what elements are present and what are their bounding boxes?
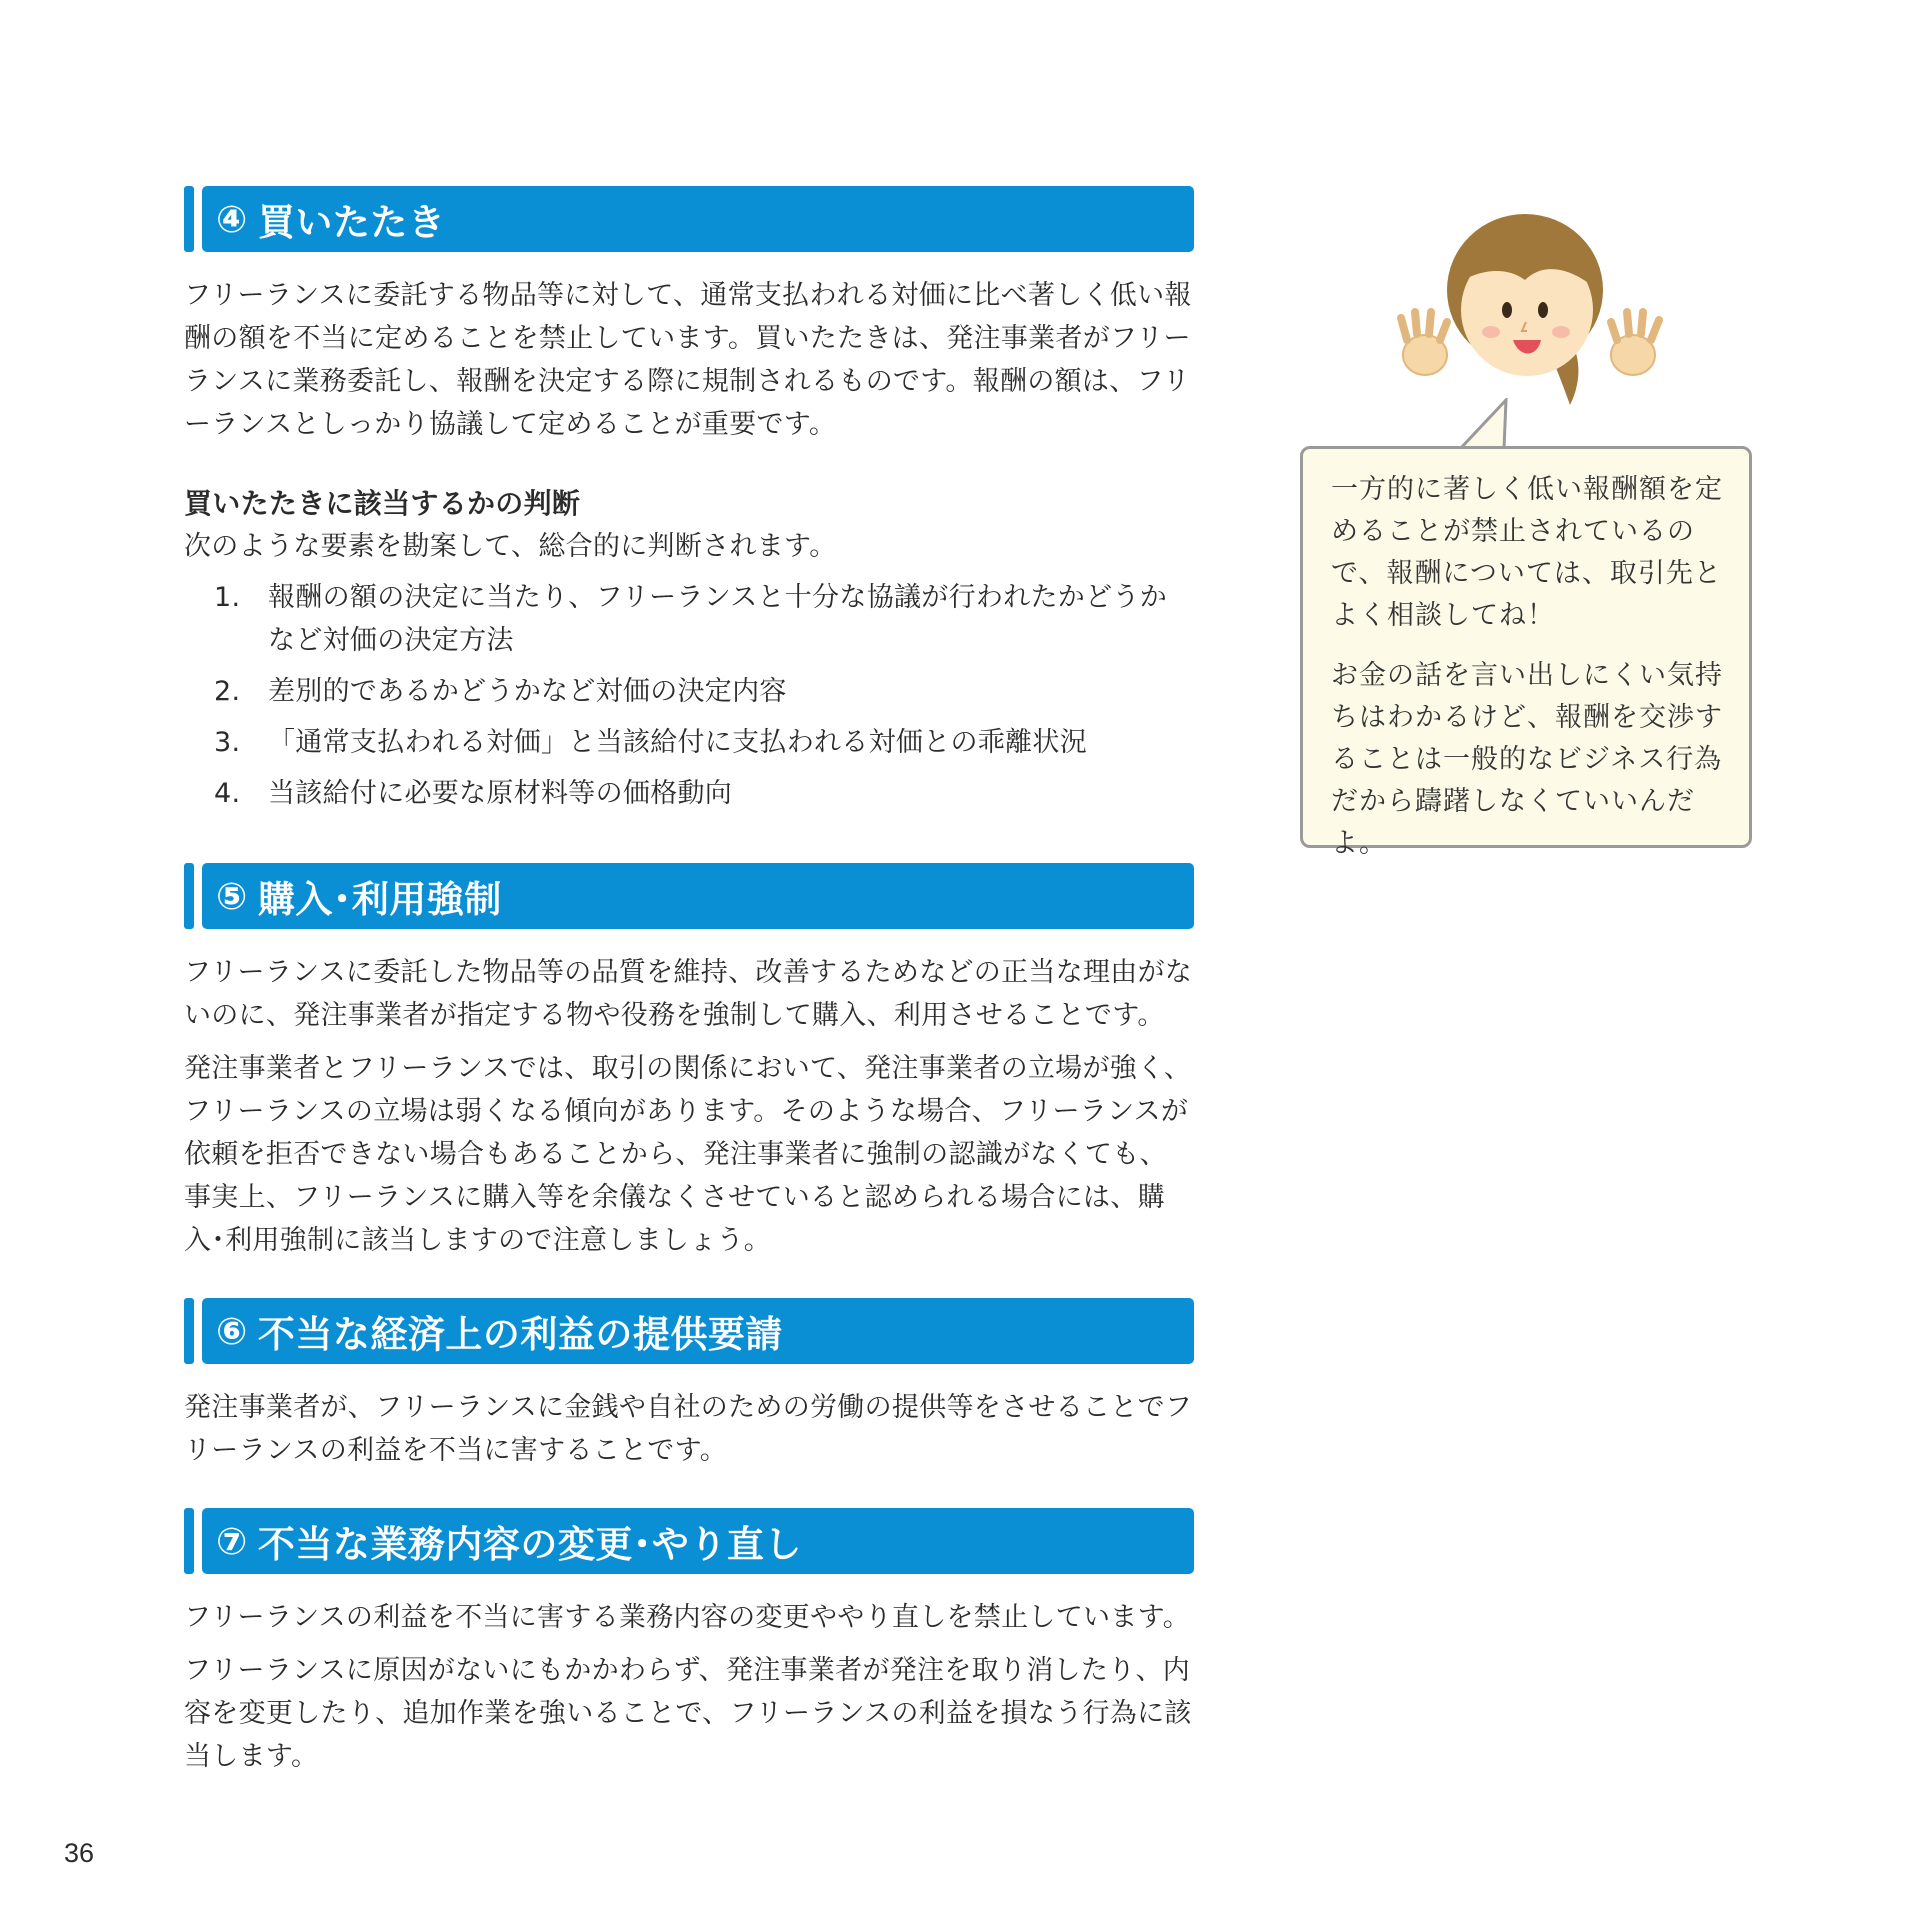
section-title: 不当な業務内容の変更･やり直し [257,1523,802,1566]
section-5-body-2: 発注事業者とフリーランスでは、取引の関係において、発注事業者の立場が強く、フリーランスの立場は弱くなる傾向があります。そのような場合、フリーランスが依頼を拒否できない場合もあることから、発注事業者に強制の認識がなくても、事実上、フリーランスに購入等を余儀なくさせていると認められる場合には、購入･利用強制に該当しますので注意しましょう。 [184,1053,1192,1256]
section-5-heading [184,863,1194,929]
criteria-list [184,576,1194,815]
heading-accent-bar [184,1508,194,1574]
page-number: 36 [64,1838,95,1868]
section-4-subheading: 買いたたきに該当するかの判断 [184,487,581,520]
heading-accent-bar [184,1298,194,1364]
section-6-heading [184,1298,1194,1364]
list-item-number: 1. [214,582,241,613]
section-title: 不当な経済上の利益の提供要請 [257,1313,783,1356]
section-number: ⑥ [216,1309,248,1353]
left-hand-icon [1401,312,1447,375]
list-item-text: 「通常支払われる対価」と当該給付に支払われる対価との乖離状況 [268,727,1087,758]
heading-accent-bar [184,863,194,929]
section-4-heading [184,186,1194,252]
section-7-body-2: フリーランスに原因がないにもかかわらず、発注事業者が発注を取り消したり、内容を変更したり、追加作業を強いることで、フリーランスの利益を損なう行為に該当します。 [184,1655,1192,1772]
list-item-text: 報酬の額の決定に当たり、フリーランスと十分な協議が行われたかどうかなど対価の決定方法 [268,582,1168,656]
section-4-lead: 次のような要素を勘案して、総合的に判断されます。 [184,531,837,562]
section-5-body-1: フリーランスに委託した物品等の品質を維持、改善するためなどの正当な理由がないのに、発注事業者が指定する物や役務を強制して購入、利用させることです。 [184,957,1193,1031]
list-item [184,721,1194,764]
section-4-body: フリーランスに委託する物品等に対して、通常支払われる対価に比べ著しく低い報酬の額を不当に定めることを禁止しています。買いたたきは、発注事業者がフリーランスに業務委託し、報酬を決定する際に規制されるものです。報酬の額は、フリーランスとしっかり協議して定めることが重要です。 [184,280,1192,440]
speech-bubble [1300,446,1752,859]
bubble-text-1: 一方的に著しく低い報酬額を定めることが禁止されているので、報酬については、取引先とよく相談してね！ [1331,474,1723,631]
woman-character-illustration [1385,210,1675,410]
speech-bubble-tail [1460,398,1520,452]
heading-box [202,1298,1194,1364]
section-number: ⑤ [216,874,248,918]
heading-box [202,863,1194,929]
main-column [184,186,1194,1778]
section-title: 買いたたき [257,201,446,244]
section-7-body-1: フリーランスの利益を不当に害する業務内容の変更ややり直しを禁止しています。 [184,1602,1191,1633]
list-item-text: 差別的であるかどうかなど対価の決定内容 [268,676,787,707]
right-hand-icon [1611,312,1659,375]
list-item-number: 2. [214,676,241,707]
list-item-number: 3. [214,727,241,758]
section-number: ④ [216,197,248,241]
list-item-number: 4. [214,778,241,809]
list-item [184,772,1194,815]
section-number: ⑦ [216,1519,248,1563]
list-item [184,576,1194,662]
heading-box [202,186,1194,252]
heading-accent-bar [184,186,194,252]
section-7-heading [184,1508,1194,1574]
list-item [184,670,1194,713]
heading-box [202,1508,1194,1574]
section-title: 購入･利用強制 [257,878,502,921]
list-item-text: 当該給付に必要な原材料等の価格動向 [268,778,733,809]
section-6-body: 発注事業者が、フリーランスに金銭や自社のための労働の提供等をさせることでフリーランスの利益を不当に害することです。 [184,1392,1193,1466]
bubble-text-2: お金の話を言い出しにくい気持ちはわかるけど、報酬を交渉することは一般的なビジネス行為だから躊躇しなくていいんだよ。 [1331,660,1723,859]
